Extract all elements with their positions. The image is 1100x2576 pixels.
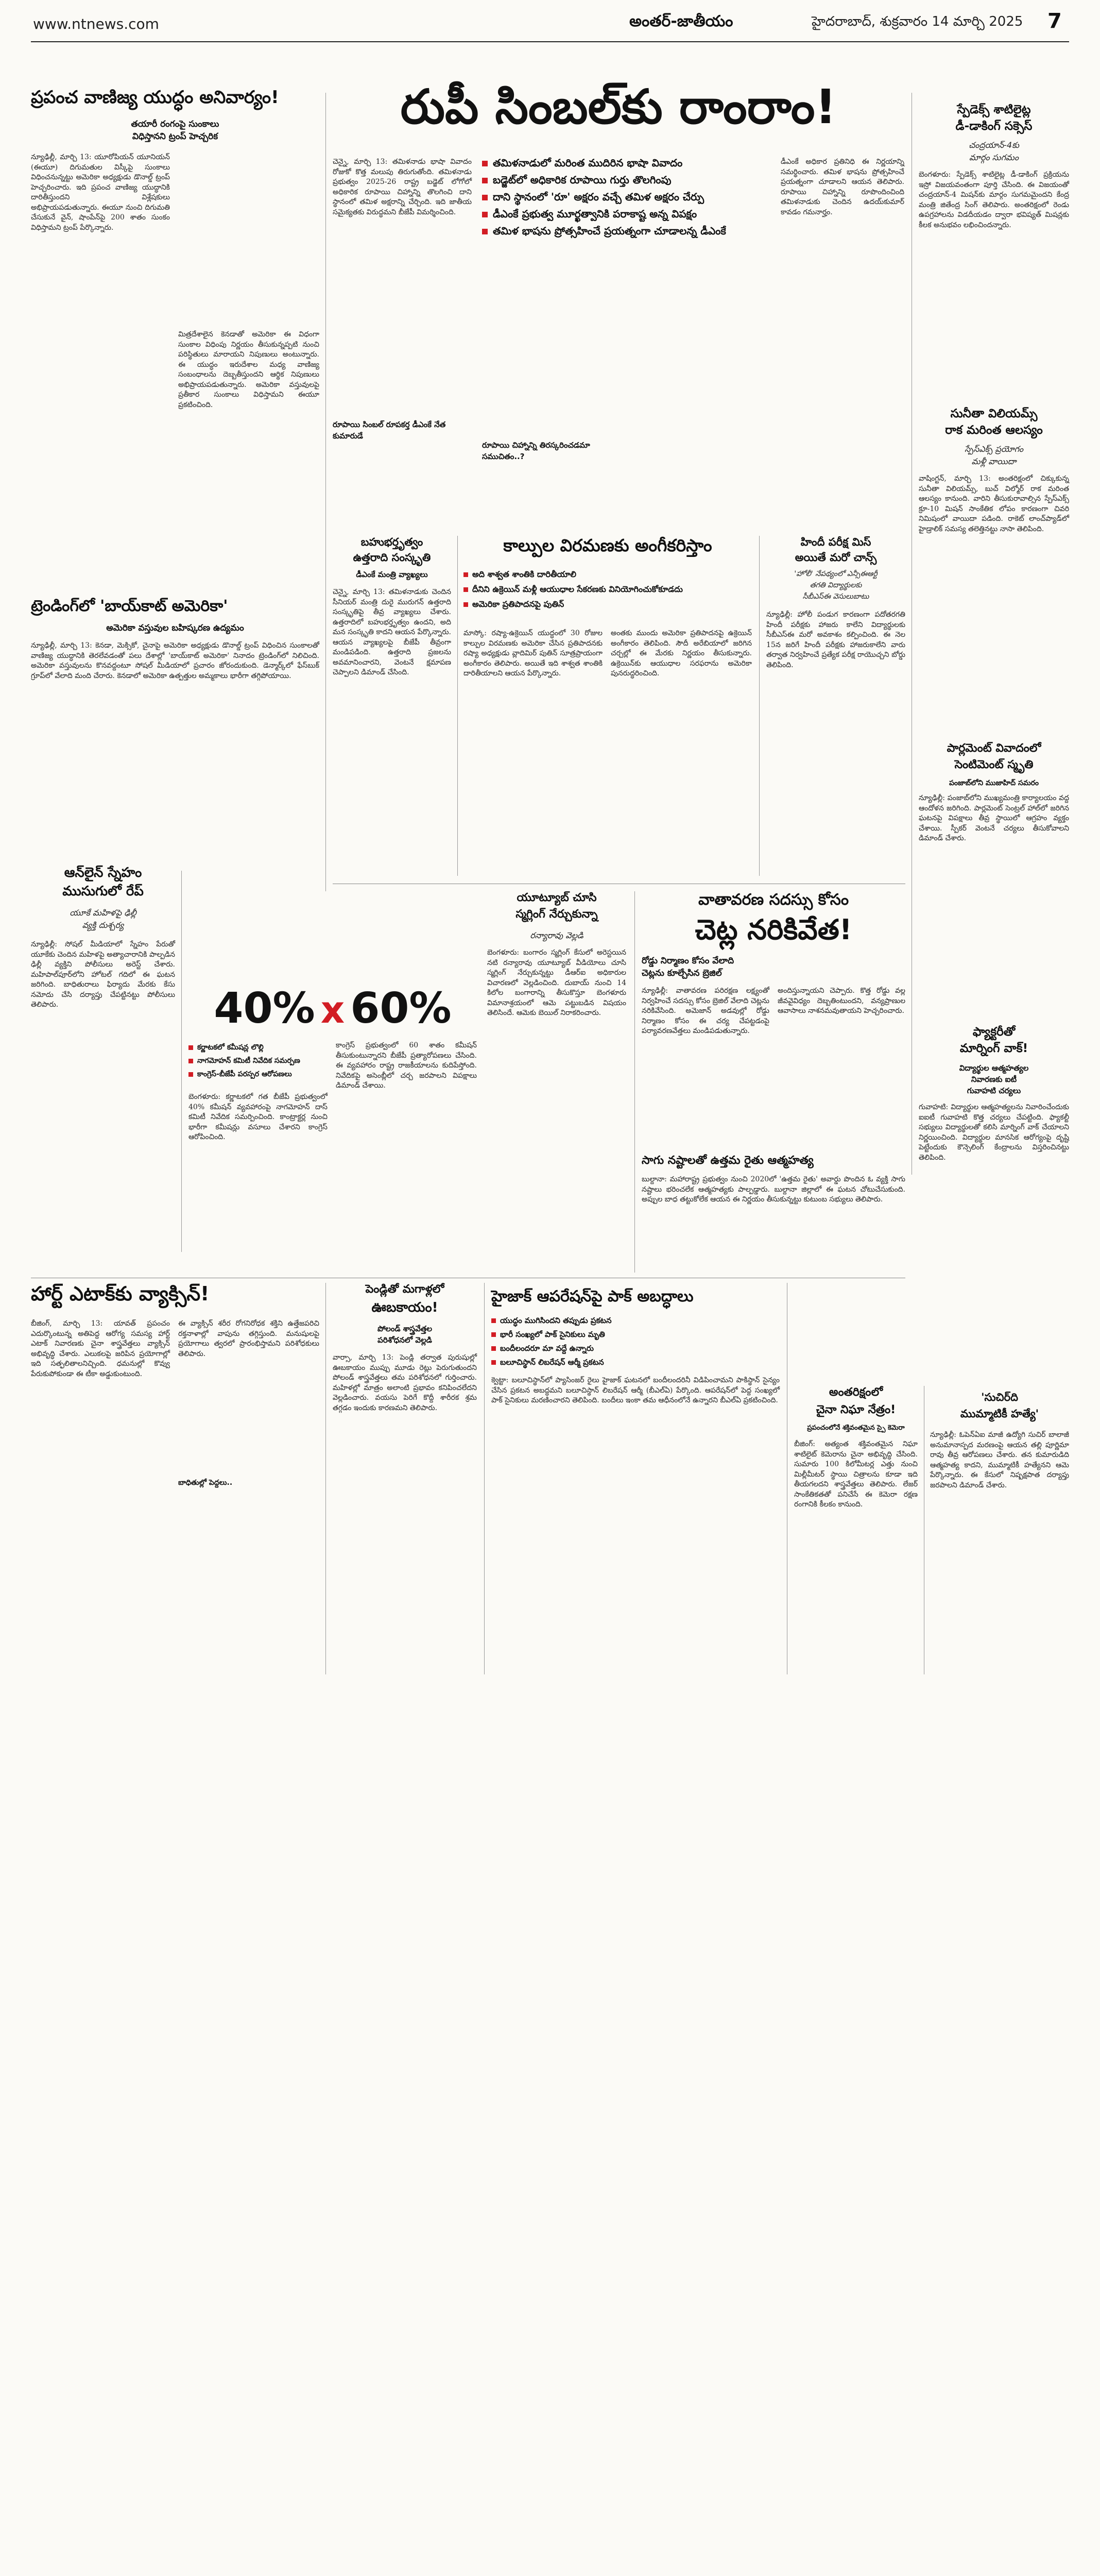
space-subhead: ప్రపంచంలోనే శక్తివంతమైన స్పై కెమెరా xyxy=(807,1424,905,1432)
commission-60-percent: 60% xyxy=(350,984,452,1033)
ceasefire-bullet: అది శాశ్వత శాంతికి దారితీయాలి xyxy=(463,567,752,582)
rupee-bullets xyxy=(482,155,760,240)
online-rape-article xyxy=(31,865,178,1247)
karnataka-body-2: కాంగ్రెస్‌ ప్రభుత్వంలో 60 శాతం కమీషన్‌ తీసుకుంటున్నారని బీజేపీ ప్రత్యారోపణలు చేసింది. ఈ వ్యవహారం రాష్ట్ర రాజకీయాలను కుదిపేస్తోంది. నివేదికపై అసెంబ్లీలో చర్చ జరపాలని విపక్షాలు డిమాండ్‌ చేశాయి. xyxy=(336,1041,477,1090)
hijack-bullet: భారీ సంఖ్యలో పాక్‌ సైనికులు మృతి xyxy=(491,1328,780,1342)
rupee-label-1: రూపాయి సింబల్‌ రూపకర్త డీఎంకే నేత కుమారుడే xyxy=(333,420,446,440)
header-rule xyxy=(31,41,1069,42)
trees-headline-2[interactable]: చెట్ల నరికివేత! xyxy=(695,913,852,946)
rupee-bullet: దాని స్థానంలో 'రూ' అక్షరం వచ్చే తమిళ అక్షరం చేర్పు xyxy=(482,189,760,206)
hindi-subhead-1: 'హోలీ' నేపథ్యంలో ఎన్సీఈఆర్టీ xyxy=(794,570,878,578)
trending-article xyxy=(31,598,319,840)
online-subhead-1: యూకే మహిళపై ఢిల్లీ xyxy=(70,908,136,918)
column-rule xyxy=(181,871,182,1252)
youtube-headline-2[interactable]: స్మగ్లింగ్‌ నేర్చుకున్నా xyxy=(515,908,598,921)
column-rule xyxy=(634,891,635,1273)
hindi-headline-1[interactable]: హిందీ పరీక్ష మిస్‌ xyxy=(800,536,871,548)
walk-headline-2[interactable]: మార్నింగ్‌ వాక్‌! xyxy=(959,1042,1028,1055)
trees-body-2: అందిస్తున్నాయని చెప్పారు. కొత్త రోడ్డు వల్ల జీవవైవిధ్యం దెబ్బతింటుందని, వన్యప్రాణుల ఆవాసాలు నాశనమవుతాయని హెచ్చరించారు. xyxy=(778,987,908,1015)
trade-war-body-2: మిత్రదేశాలైన కెనడాతో అమెరికా ఈ విధంగా సుంకాల విధింపు నిర్ణయం తీసుకున్నప్పటి నుంచి పరిస్థితులు మారాయని నిపుణులు అంటున్నారు. ఈ యుద్ధం ఇరుదేశాల మధ్య వాణిజ్య సంబంధాలను దెబ్బతీస్తుందని ఆర్థిక నిపుణులు అభిప్రాయపడుతున్నారు. అమెరికా వస్తువులపై ప్రతీకార సుంకాలు విధిస్తామని ఈయూ ప్రకటించింది. xyxy=(178,330,322,409)
rupee-article xyxy=(333,80,904,492)
sunita-subhead-1: స్పేస్‌ఎక్స్‌ ప్రయోగం xyxy=(964,444,1024,454)
dowry-headline-1[interactable]: బహుభర్తృత్వం xyxy=(360,536,423,548)
dowry-headline-2[interactable]: ఉత్తరాది సంస్కృతి xyxy=(353,551,431,564)
suchir-headline-2[interactable]: ముమ్మాటికీ హత్యే' xyxy=(960,1408,1039,1420)
parliament-headline-2[interactable]: సెంటిమెంట్‌ స్మృతి xyxy=(954,758,1034,771)
column-rule xyxy=(325,1283,326,1674)
suchir-headline-1[interactable]: 'సుచిర్‌ది xyxy=(981,1391,1018,1403)
heart-headline[interactable]: హార్ట్‌ ఎటాక్‌కు వ్యాక్సిన్‌! xyxy=(31,1282,210,1305)
ceasefire-body-1: మాస్కో: రష్యా-ఉక్రెయిన్‌ యుద్ధంలో 30 రోజుల కాల్పుల విరమణకు అమెరికా చేసిన ప్రతిపాదనకు రష్యా అధ్యక్షుడు వ్లాదిమిర్‌ పుతిన్‌ సూత్రప్రాయంగా అంగీకారం తెలిపారు. అయితే ఇది శాశ్వత శాంతికి దారితీయాలని ఆయన పేర్కొన్నారు. xyxy=(463,629,605,677)
column-rule xyxy=(759,536,760,876)
parliament-body: న్యూఢిల్లీ: పంజాబ్‌లోని ముఖ్యమంత్రి కార్యాలయం వద్ద ఆందోళన జరిగింది. పార్లమెంట్‌ సెంట్రల్‌ హాల్‌లో జరిగిన ఘటనపై విపక్షాలు తీవ్ర స్థాయిలో ఆగ్రహం వ్యక్తం చేశాయి. స్పీకర్‌ వెంటనే చర్యలు తీసుకోవాలని డిమాండ్‌ చేశారు. xyxy=(919,794,1072,842)
marriage-body: వార్సా, మార్చి 13: పెండ్లి తర్వాత పురుషుల్లో ఊబకాయం ముప్పు మూడు రెట్లు పెరుగుతుందని పోలండ్‌ శాస్త్రవేత్తలు తమ పరిశోధనలో గుర్తించారు. మహిళల్లో మాత్రం అలాంటి ప్రభావం కనిపించలేదని వెల్లడించారు. వయసు పెరిగే కొద్దీ శారీరక శ్రమ తగ్గడం ఇందుకు కారణమని తెలిపారు. xyxy=(333,1353,479,1412)
karnataka-article xyxy=(188,891,477,1236)
rupee-body-2: డీఎంకే అధికార ప్రతినిధి ఈ నిర్ణయాన్ని సమర్థించారు. తమిళ భాషను ప్రోత్సహించే ప్రయత్నంగా చూడాలని ఆయన తెలిపారు. రూపాయి చిహ్నాన్ని రూపొందించింది తమిళనాడుకు చెందిన ఉదయ్‌కుమార్‌ కావడం గమనార్హం. xyxy=(781,158,904,216)
sunita-body: వాషింగ్టన్‌, మార్చి 13: అంతరిక్షంలో చిక్కుకున్న సునీతా విలియమ్స్‌, బుచ్‌ విల్మోర్‌ రాక మరింత ఆలస్యం కానుంది. వారిని తీసుకురావాల్సిన స్పేస్‌ఎక్స్‌ క్రూ-10 మిషన్‌ సాంకేతిక లోపం కారణంగా చివరి నిమిషంలో వాయిదా పడింది. రాకెట్‌ లాంచ్‌ప్యాడ్‌లో హైడ్రాలిక్‌ సమస్య తలెత్తినట్టు నాసా తెలిపింది. xyxy=(919,474,1069,533)
farmer-body: బుల్దానా: మహారాష్ట్ర ప్రభుత్వం నుంచి 2020లో 'ఉత్తమ రైతు' అవార్డు పొందిన ఓ వ్యక్తి సాగు నష్టాలు భరించలేక ఆత్మహత్యకు పాల్పడ్డారు. బుల్దానా జిల్లాలో ఈ ఘటన చోటుచేసుకుంది. అప్పుల బాధ తట్టుకోలేక ఆయన ఈ నిర్ణయం తీసుకున్నట్టు కుటుంబ సభ్యులు తెలిపారు. xyxy=(642,1175,908,1204)
spadex-subhead-1: చంద్రయాన్‌-4కు xyxy=(969,140,1019,150)
hijack-bullet: బందీలందరూ మా వద్దే ఉన్నారు xyxy=(491,1342,780,1355)
trade-war-headline[interactable]: ప్రపంచ వాణిజ్య యుద్ధం అనివార్యం! xyxy=(31,87,279,108)
trending-subhead: అమెరికా వస్తువుల బహిష్కరణ ఉద్యమం xyxy=(106,623,244,633)
walk-article xyxy=(919,1025,1072,1360)
hijack-article xyxy=(491,1288,780,1674)
marriage-subhead-1: పోలండ్‌ శాస్త్రవేత్తల xyxy=(377,1324,433,1333)
sunita-headline-2[interactable]: రాక మరింత ఆలస్యం xyxy=(945,423,1043,437)
ceasefire-body-2: అంతకు ముందు అమెరికా ప్రతిపాదనపై ఉక్రెయిన్‌ అంగీకారం తెలిపింది. సౌదీ అరేబియాలో జరిగిన చర్చల్లో ఈ మేరకు నిర్ణయం తీసుకున్నారు. ఉక్రెయిన్‌కు ఆయుధాల సరఫరాను అమెరికా పునరుద్ధరించింది. xyxy=(611,629,752,677)
rupee-bullet: డీఎంకే ప్రభుత్వ మూర్ఖత్వానికి పరాకాష్ట అన్న విపక్షం xyxy=(482,206,760,223)
parliament-subhead: పంజాబ్‌లోని ముజాహిద్‌ సమరం xyxy=(949,779,1039,787)
heart-body-2: ఈ వ్యాక్సిన్‌ శరీర రోగనిరోధక శక్తిని ఉత్తేజపరిచి రక్తనాళాల్లో వాపును తగ్గిస్తుంది. మనుషులపై ప్రయోగాలు త్వరలో ప్రారంభిస్తామని పరిశోధకులు తెలిపారు. xyxy=(178,1319,322,1358)
hindi-subhead-3: సీబీఎస్‌ఈ వెసులుబాటు xyxy=(802,592,869,601)
ceasefire-bullet: దీనిని ఉక్రెయిన్‌ మళ్లీ ఆయుధాల సేకరణకు వినియోగించుకోకూడదు xyxy=(463,582,752,597)
trade-war-article xyxy=(31,87,322,459)
trees-body-1: న్యూఢిల్లీ: వాతావరణ పరిరక్షణ లక్ష్యంతో నిర్వహించే సదస్సు కోసం బ్రెజిల్‌ వేలాది చెట్లను నరికివేసింది. అమెజాన్‌ అడవుల్లో రోడ్డు నిర్మాణం కోసం ఈ చర్య చేపట్టడంపై పర్యావరణవేత్తలు మండిపడుతున్నారు. xyxy=(642,987,772,1035)
walk-subhead-1: విద్యార్థుల ఆత్మహత్యల xyxy=(959,1063,1029,1073)
online-headline-2[interactable]: ముసుగులో రేప్‌ xyxy=(62,884,144,899)
walk-headline-1[interactable]: ఫ్యాక్టరీతో xyxy=(972,1025,1016,1039)
column-rule xyxy=(457,536,458,876)
suchir-body: న్యూఢిల్లీ: ఓపెన్‌ఏఐ మాజీ ఉద్యోగి సుచిర్‌ బాలాజీ అనుమానాస్పద మరణంపై ఆయన తల్లి పూర్ణిమా రావు తీవ్ర ఆరోపణలు చేశారు. తన కుమారుడిది ఆత్మహత్య కాదని, ముమ్మాటికీ హత్యేనని ఆమె పేర్కొన్నారు. ఈ కేసులో నిష్పక్షపాత దర్యాప్తు జరపాలని డిమాండ్‌ చేశారు. xyxy=(930,1431,1072,1489)
trade-war-subhead-1: తయారీ రంగంపై సుంకాలు xyxy=(131,119,219,129)
column-rule xyxy=(484,1283,485,1674)
walk-body: గువాహటి: విద్యార్థుల ఆత్మహత్యలను నివారించేందుకు ఐఐటీ గువాహటి కొత్త చర్యలు చేపట్టింది. ఫ్యాకల్టీ సభ్యులు విద్యార్థులతో కలిసి మార్నింగ్‌ వాక్‌ చేయాలని నిర్ణయించింది. విద్యార్థుల మానసిక ఆరోగ్యంపై దృష్టి పెట్టేందుకు కౌన్సెలింగ్‌ కేంద్రాలను విస్తరించినట్టు తెలిపింది. xyxy=(919,1103,1072,1162)
hindi-body: న్యూఢిల్లీ: హోలీ పండుగ కారణంగా పదోతరగతి హిందీ పరీక్షకు హాజరు కాలేని విద్యార్థులకు సీబీఎస్‌ఈ మరో అవకాశం కల్పించింది. ఈ నెల 15న జరిగే హిందీ పరీక్షకు హాజరుకాలేని వారు తర్వాత నిర్వహించే ప్రత్యేక పరీక్ష రాయొచ్చని బోర్డు తెలిపింది. xyxy=(766,611,908,669)
walk-subhead-3: గువాహటి చర్యలు xyxy=(967,1086,1021,1095)
marriage-article xyxy=(333,1283,477,1674)
section-title: అంతర్‌-జాతీయం xyxy=(629,12,733,30)
youtube-subhead: రన్యారావు వెల్లడి xyxy=(530,930,583,940)
karnataka-bullet: కర్ణాటకలో కమీషన్ల లొల్లి xyxy=(188,1041,328,1054)
trade-war-subhead-2: విధిస్తానని ట్రంప్‌ హెచ్చరిక xyxy=(132,131,218,142)
karnataka-bullet: కాంగ్రెస్‌-బీజేపీ పరస్పర ఆరోపణలు xyxy=(188,1067,328,1081)
hindi-headline-2[interactable]: అయితే మరో చాన్స్‌ xyxy=(795,551,877,564)
trees-subhead-1: రోడ్డు నిర్మాణం కోసం వేలాది xyxy=(642,956,734,966)
hindi-subhead-2: తగతి విద్యార్థులకు xyxy=(810,581,862,589)
sunita-subhead-2: మళ్లీ వాయిదా xyxy=(971,456,1017,466)
ceasefire-headline[interactable]: కాల్పుల విరమణకు అంగీకరిస్తాం xyxy=(503,535,712,555)
heart-vaccine-article xyxy=(31,1282,322,1674)
online-subhead-2: వ్యక్తి దుశ్చర్య xyxy=(82,920,124,930)
youtube-body: బెంగళూరు: బంగారం స్మగ్లింగ్‌ కేసులో అరెస్టయిన నటి రన్యారావు యూట్యూబ్‌ వీడియోలు చూసి స్మగ్లింగ్‌ నేర్చుకున్నట్టు డీఆర్‌ఐ అధికారుల విచారణలో వెల్లడించింది. దుబాయ్‌ నుంచి 14 కిలోల బంగారాన్ని తీసుకొస్తూ బెంగళూరు విమానాశ్రయంలో ఆమె పట్టుబడిన విషయం తెలిసిందే. ఆమెకు బెయిల్‌ నిరాకరించారు. xyxy=(487,948,629,1017)
dowry-subhead: డీఎంకే మంత్రి వ్యాఖ్యలు xyxy=(356,570,428,579)
marriage-headline-2[interactable]: ఊబకాయం! xyxy=(371,1300,438,1315)
marriage-subhead-2: పరిశోధనలో వెల్లడి xyxy=(377,1335,432,1345)
hijack-bullet: బలూచిస్థాన్‌ లిబరేషన్‌ ఆర్మీ ప్రకటన xyxy=(491,1355,780,1369)
heart-body-1: బీజింగ్‌, మార్చి 13: యావత్‌ ప్రపంచం ఎదుర్కొంటున్న అతిపెద్ద ఆరోగ్య సమస్య హార్ట్‌ ఎటాక్‌ నివారణకు చైనా శాస్త్రవేత్తలు వ్యాక్సిన్‌ అభివృద్ధి చేశారు. ఎలుకలపై జరిపిన ప్రయోగాల్లో ఇది సత్ఫలితాలనిచ్చింది. ధమనుల్లో కొవ్వు పేరుకుపోకుండా ఈ టీకా అడ్డుకుంటుంది. xyxy=(31,1319,170,1378)
trending-headline[interactable]: ట్రెండింగ్‌లో 'బాయ్‌కాట్‌ అమెరికా' xyxy=(31,597,228,615)
youtube-headline-1[interactable]: యూట్యూబ్‌ చూసి xyxy=(517,891,597,904)
hijack-body: క్వెట్టా: బలూచిస్థాన్‌లో ప్యాసింజర్‌ రైలు హైజాక్‌ ఘటనలో బందీలందరినీ విడిపించామని పాకిస్థాన్‌ సైన్యం చేసిన ప్రకటన అబద్ధమని బలూచిస్థాన్‌ లిబరేషన్‌ ఆర్మీ (బీఎల్‌ఏ) పేర్కొంది. ఆపరేషన్‌లో పెద్ద సంఖ్యలో పాక్‌ సైనికులు మరణించారని తెలిపింది. బందీలు ఇంకా తమ ఆధీనంలోనే ఉన్నారని బీఎల్‌ఏ ప్రకటించింది. xyxy=(491,1376,782,1404)
suchir-article xyxy=(930,1391,1072,1674)
sunita-article xyxy=(919,407,1069,721)
hijack-bullet: యుద్ధం ముగిసిందని తప్పుడు ప్రకటన xyxy=(491,1314,780,1328)
page-number: 7 xyxy=(1047,9,1062,33)
ceasefire-bullets xyxy=(463,567,752,612)
farmer-article xyxy=(642,1154,908,1262)
ceasefire-bullet: అమెరికా ప్రతిపాదనపై పుతిన్‌ xyxy=(463,597,752,612)
trees-headline-1[interactable]: వాతావరణ సదస్సు కోసం xyxy=(698,891,849,909)
heart-label-2: బాధితుల్లో పెద్దలు.. xyxy=(178,1479,233,1487)
rupee-body-1: చెన్నై, మార్చి 13: తమిళనాడు భాషా వివాదం రోజుకో కొత్త మలుపు తిరుగుతోంది. తమిళనాడు ప్రభుత్వం 2025-26 రాష్ట్ర బడ్జెట్‌ లోగోలో అధికారిక రూపాయి చిహ్నాన్ని తొలగించి దాని స్థానంలో తమిళ అక్షరాన్ని చేర్చింది. ఇది జాతీయ సమైక్యతకు విరుద్ధమని బీజేపీ విమర్శించింది. xyxy=(333,158,474,216)
spadex-subhead-2: మార్గం సుగమం xyxy=(969,152,1019,162)
masthead xyxy=(0,0,1100,49)
rupee-bullet: బడ్జెట్‌లో అధికారిక రూపాయి గుర్తు తొలగింపు xyxy=(482,172,760,189)
walk-subhead-2: నివారణకు ఐటీ xyxy=(971,1075,1017,1084)
space-headline-1[interactable]: అంతరిక్షంలో xyxy=(829,1386,883,1399)
karnataka-bullets xyxy=(188,1041,328,1081)
dowry-article xyxy=(333,536,454,871)
spadex-headline-1[interactable]: స్పేడెక్స్‌ శాటిలైట్ల xyxy=(957,103,1031,116)
youtube-article xyxy=(487,891,629,1236)
marriage-headline-1[interactable]: పెండ్లితో మగాళ్లలో xyxy=(365,1283,444,1296)
online-headline-1[interactable]: ఆన్‌లైన్‌ స్నేహం xyxy=(64,865,142,880)
trees-article xyxy=(642,891,908,1139)
hindi-exam-article xyxy=(766,536,908,876)
spadex-body: బెంగళూరు: స్పేడెక్స్‌ శాటిలైట్ల డీ-డాకింగ్‌ ప్రక్రియను ఇస్రో విజయవంతంగా పూర్తి చేసింది. ఈ విజయంతో చంద్రయాన్‌-4 మిషన్‌కు మార్గం సుగమమైందని కేంద్ర మంత్రి జితేంద్ర సింగ్‌ తెలిపారు. అంతరిక్షంలో రెండు ఉపగ్రహాలను విడదీయడం ద్వారా భవిష్యత్‌ మిషన్లకు కీలక అనుభవం లభించిందన్నారు. xyxy=(919,171,1072,229)
spadex-headline-2[interactable]: డీ-డాకింగ్‌ సక్సెస్‌ xyxy=(955,120,1033,133)
website-url[interactable]: www.ntnews.com xyxy=(33,15,159,32)
trees-subhead-2: చెట్లను కూల్చేసిన బ్రెజిల్‌ xyxy=(642,968,722,978)
ceasefire-article xyxy=(463,536,752,876)
spadex-article xyxy=(919,103,1072,381)
online-body: న్యూఢిల్లీ: సోషల్‌ మీడియాలో స్నేహం పేరుతో యూకేకు చెందిన మహిళపై అత్యాచారానికి పాల్పడిన ఢిల్లీ వ్యక్తిని పోలీసులు అరెస్ట్‌ చేశారు. మహిపాల్‌పూర్‌లోని హోటల్‌ గదిలో ఈ ఘటన జరిగింది. బాధితురాలు ఫిర్యాదు మేరకు కేసు నమోదు చేసి దర్యాప్తు చేపట్టినట్టు పోలీసులు తెలిపారు. xyxy=(31,940,178,1009)
rupee-headline[interactable]: రుపీ సింబల్‌కు రాంరాం! xyxy=(400,79,837,134)
trending-body: న్యూఢిల్లీ, మార్చి 13: కెనడా, మెక్సికో, చైనాపై అమెరికా అధ్యక్షుడు డొనాల్డ్‌ ట్రంప్‌ విధించిన సుంకాలతో వాణిజ్య యుద్ధానికి తెరలేవడంతో పలు దేశాల్లో 'బాయ్‌కాట్‌ అమెరికా' నినాదం ట్రెండింగ్‌లో నిలిచింది. అమెరికా వస్తువులను కొనవద్దంటూ సోషల్‌ మీడియాలో ప్రచారం జోరందుకుంది. డెన్మార్క్‌లో ఫేస్‌బుక్‌ గ్రూప్‌లో వేలాది మంది చేరారు. కెనడాలో అమెరికా ఉత్పత్తుల అమ్మకాలు భారీగా తగ్గిపోయాయి. xyxy=(31,641,319,680)
karnataka-bullet: నాగమోహన్‌ కమిటీ నివేదిక సమర్పణ xyxy=(188,1054,328,1067)
parliament-headline-1[interactable]: పార్లమెంట్‌ వివాదంలో xyxy=(947,742,1041,755)
rupee-bullet: తమిళ భాషను ప్రోత్సహించే ప్రయత్నంగా చూడాలన్న డీఎంకే xyxy=(482,223,760,240)
commission-40-percent: 40% xyxy=(214,984,315,1033)
parliament-article xyxy=(919,742,1072,999)
dowry-body: చెన్నై, మార్చి 13: తమిళనాడుకు చెందిన సీనియర్‌ మంత్రి దురై మురుగన్‌ ఉత్తరాది సంస్కృతిపై తీవ్ర వ్యాఖ్యలు చేశారు. ఉత్తరాదిలో బహుభర్తృత్వం ఉందని, అది మన సంస్కృతి కాదని ఆయన పేర్కొన్నారు. ఆయన వ్యాఖ్యలపై బీజేపీ తీవ్రంగా మండిపడింది. ఉత్తరాది ప్రజలను అవమానించారని, వెంటనే క్షమాపణ చెప్పాలని డిమాండ్‌ చేసింది. xyxy=(333,588,454,676)
rupee-bullet: తమిళనాడులో మరింత ముదిరిన భాషా వివాదం xyxy=(482,155,760,172)
space-headline-2[interactable]: చైనా నిఘా నేత్రం! xyxy=(816,1403,896,1416)
hijack-bullets xyxy=(491,1314,780,1369)
rupee-label-2: రూపాయి చిహ్నాన్ని తిరస్కరించడమా సముచితం..? xyxy=(482,440,590,461)
hijack-headline[interactable]: హైజాక్‌ ఆపరేషన్‌పై పాక్‌ అబద్ధాలు xyxy=(491,1287,694,1306)
issue-date: హైదరాబాద్‌, శుక్రవారం 14 మార్చి 2025 xyxy=(812,14,1023,29)
column-rule xyxy=(325,93,326,891)
trade-war-body-1: న్యూఢిల్లీ, మార్చి 13: యూరోపియన్‌ యూనియన్‌ (ఈయూ) దిగుమతుల విస్కీపై సుంకాలు విధించనున్నట్టు అమెరికా అధ్యక్షుడు డొనాల్డ్‌ ట్రంప్‌ హెచ్చరించారు. ఇది ప్రపంచ వాణిజ్య యుద్ధానికి దారితీస్తుందని విశ్లేషకులు అభిప్రాయపడుతున్నారు. ఈయూ నుంచి దిగుమతి చేసుకునే వైన్‌, షాంపేన్‌పై 200 శాతం సుంకం విధిస్తామని ట్రంప్‌ పేర్కొన్నారు. xyxy=(31,153,170,232)
space-body: బీజింగ్‌: అత్యంత శక్తివంతమైన నిఘా శాటిలైట్‌ కెమెరాను చైనా అభివృద్ధి చేసింది. సుమారు 100 కిలోమీటర్ల ఎత్తు నుంచి మిల్లీమీటర్‌ స్థాయి చిత్రాలను కూడా ఇది తీయగలదని శాస్త్రవేత్తలు తెలిపారు. లేజర్‌ సాంకేతికతతో పనిచేసే ఈ కెమెరా రక్షణ రంగానికి కీలకం కానుంది. xyxy=(794,1440,918,1509)
sunita-headline-1[interactable]: సునీతా విలియమ్స్‌ xyxy=(950,407,1038,420)
versus-x: x xyxy=(320,988,345,1031)
karnataka-big-figure xyxy=(188,984,477,1036)
china-space-article xyxy=(794,1386,918,1674)
karnataka-body-1: బెంగళూరు: కర్ణాటకలో గత బీజేపీ ప్రభుత్వంలో 40% కమీషన్‌ వ్యవహారంపై నాగమోహన్‌ దాస్‌ కమిటీ నివేదిక సమర్పించింది. కాంట్రాక్టర్ల నుంచి భారీగా కమీషన్లు వసూలు చేశారని కాంగ్రెస్‌ ఆరోపించింది. xyxy=(188,1093,328,1141)
farmer-headline[interactable]: సాగు నష్టాలతో ఉత్తమ రైతు ఆత్మహత్య xyxy=(642,1154,814,1167)
